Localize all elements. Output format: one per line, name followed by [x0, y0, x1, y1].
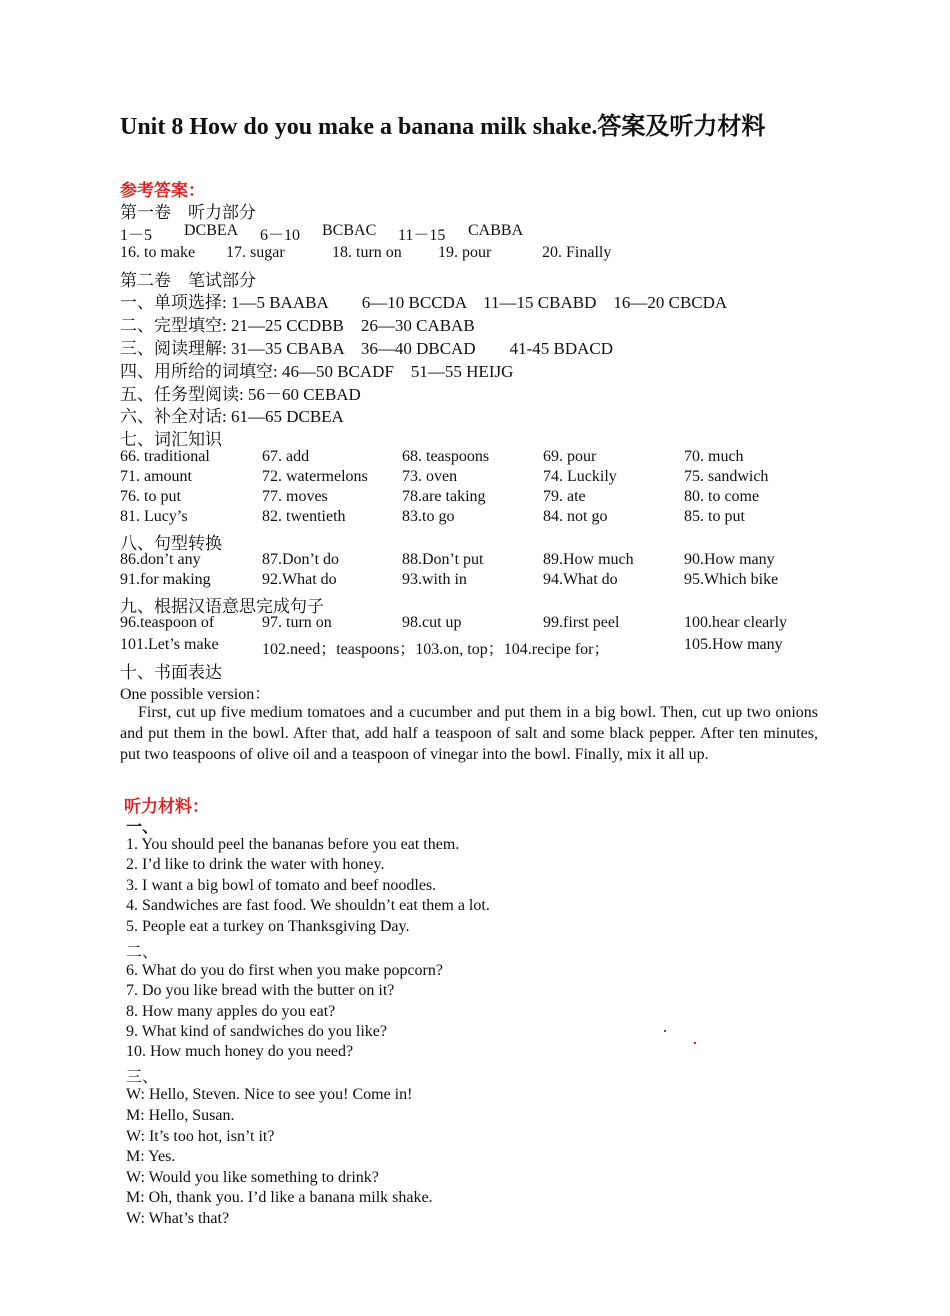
transform-answer: 89.How much — [543, 551, 634, 568]
writing-heading: 十、书面表达 — [120, 663, 222, 682]
vocab-answer: 66. traditional — [120, 448, 210, 465]
listening-answer-value: CABBA — [468, 222, 524, 239]
listening-question: 6. What do you do first when you make popcorn? — [126, 962, 443, 979]
vocab-answer: 72. watermelons — [262, 468, 368, 485]
dialogue-line: M: Oh, thank you. I’d like a banana milk shake. — [126, 1189, 433, 1206]
transform-answer: 86.don’t any — [120, 551, 201, 568]
transform-answer: 87.Don’t do — [262, 551, 340, 568]
section-line: 一、单项选择: 1—5 BAABA 6—10 BCCDA 11—15 CBABD 16—20 CBCDA — [120, 293, 728, 312]
page-title: Unit 8 How do you make a banana milk shake.答案及听力材料 — [120, 114, 766, 140]
vocab-answer: 77. moves — [262, 488, 328, 505]
section-line: 三、阅读理解: 31—35 CBABA 36—40 DBCAD 41-45 BDACD — [120, 339, 614, 358]
vocab-answer: 83.to go — [402, 508, 455, 525]
group-label: 一、 — [126, 819, 159, 836]
listening-answer-range: 1－5 — [120, 227, 153, 244]
translate-answer: 102.need；teaspoons；103.on, top；104.recipe for； — [262, 641, 610, 658]
translate-answer: 100.hear clearly — [684, 614, 788, 631]
translate-answer: 101.Let’s make — [120, 636, 219, 653]
transform-answer: 94.What do — [543, 571, 618, 588]
vocab-answer: 76. to put — [120, 488, 181, 505]
vocab-answer: 81. Lucy’s — [120, 508, 188, 525]
section-line: 四、用所给的词填空: 46—50 BCADF 51—55 HEIJG — [120, 362, 514, 381]
transform-answer: 92.What do — [262, 571, 337, 588]
transform-answer: 93.with in — [402, 571, 467, 588]
transform-answer: 91.for making — [120, 571, 211, 588]
listening-answer-value: BCBAC — [322, 222, 377, 239]
dialogue-line: W: Would you like something to drink? — [126, 1169, 379, 1186]
vocab-answer: 78.are taking — [402, 488, 486, 505]
listening-answer-item: 17. sugar — [226, 244, 285, 261]
listening-answer-value: DCBEA — [184, 222, 239, 239]
listening-material-heading: 听力材料： — [124, 797, 209, 816]
dialogue-line: W: What’s that? — [126, 1210, 230, 1227]
vocab-answer: 67. add — [262, 448, 310, 465]
translate-answer: 96.teaspoon of — [120, 614, 215, 631]
transform-answer: 88.Don’t put — [402, 551, 484, 568]
listening-answer-item: 18. turn on — [332, 244, 402, 261]
writing-paragraph: First, cut up five medium tomatoes and a cucumber and put them in a big bowl. Then, cut up two onions and put them in the bowl. After that, add half a teaspoon of salt and some black pepper. After ten minutes, put two teaspoons of olive oil and a teaspoon of vinegar into the bowl. Finally, mix it all up. — [120, 704, 818, 763]
dialogue-line: M: Hello, Susan. — [126, 1107, 235, 1124]
dialogue-line: W: It’s too hot, isn’t it? — [126, 1128, 275, 1145]
vocab-answer: 75. sandwich — [684, 468, 769, 485]
listening-question: 8. How many apples do you eat? — [126, 1003, 336, 1020]
vocab-answer: 74. Luckily — [543, 468, 617, 485]
group-label: 二、 — [126, 944, 159, 961]
listening-answer-item: 20. Finally — [542, 244, 612, 261]
vocab-heading: 七、词汇知识 — [120, 430, 222, 449]
listening-sentence: 1. You should peel the bananas before you eat them. — [126, 836, 460, 853]
vocab-answer: 68. teaspoons — [402, 448, 490, 465]
answers-heading: 参考答案： — [120, 181, 205, 200]
listening-sentence: 3. I want a big bowl of tomato and beef noodles. — [126, 877, 437, 894]
listening-answer-range: 6－10 — [260, 227, 301, 244]
vocab-answer: 84. not go — [543, 508, 608, 525]
translate-heading: 九、根据汉语意思完成句子 — [120, 597, 324, 616]
vocab-answer: 85. to put — [684, 508, 745, 525]
vocab-answer: 79. ate — [543, 488, 586, 505]
listening-question: 9. What kind of sandwiches do you like? — [126, 1023, 387, 1040]
transform-answer: 95.Which bike — [684, 571, 779, 588]
vocab-answer: 73. oven — [402, 468, 458, 485]
dialogue-line: M: Yes. — [126, 1148, 176, 1165]
transform-heading: 八、句型转换 — [120, 534, 222, 553]
listening-answer-item: 19. pour — [438, 244, 492, 261]
vocab-answer: 70. much — [684, 448, 744, 465]
transform-answer: 90.How many — [684, 551, 775, 568]
section-line: 六、补全对话: 61—65 DCBEA — [120, 407, 344, 426]
translate-answer: 105.How many — [684, 636, 783, 653]
section-line: 五、任务型阅读: 56－60 CEBAD — [120, 385, 361, 404]
scan-speck — [694, 1042, 696, 1044]
listening-question: 7. Do you like bread with the butter on it? — [126, 982, 395, 999]
listening-sentence: 4. Sandwiches are fast food. We shouldn’t eat them a lot. — [126, 897, 490, 914]
vocab-answer: 69. pour — [543, 448, 597, 465]
writing-intro: One possible version： — [120, 686, 271, 703]
listening-answer-range: 11－15 — [398, 227, 446, 244]
vocab-answer: 80. to come — [684, 488, 760, 505]
dialogue-line: W: Hello, Steven. Nice to see you! Come in! — [126, 1086, 413, 1103]
translate-answer: 97. turn on — [262, 614, 332, 631]
translate-answer: 98.cut up — [402, 614, 462, 631]
part1-heading: 第一卷 听力部分 — [120, 203, 256, 222]
listening-sentence: 5. People eat a turkey on Thanksgiving Day. — [126, 918, 410, 935]
listening-question: 10. How much honey do you need? — [126, 1043, 354, 1060]
vocab-answer: 82. twentieth — [262, 508, 346, 525]
part2-heading: 第二卷 笔试部分 — [120, 271, 256, 290]
scan-speck — [664, 1030, 666, 1032]
group-label: 三、 — [126, 1069, 159, 1086]
listening-sentence: 2. I’d like to drink the water with honey. — [126, 856, 385, 873]
translate-answer: 99.first peel — [543, 614, 620, 631]
listening-answer-item: 16. to make — [120, 244, 196, 261]
vocab-answer: 71. amount — [120, 468, 192, 485]
section-line: 二、完型填空: 21—25 CCDBB 26—30 CABAB — [120, 316, 475, 335]
